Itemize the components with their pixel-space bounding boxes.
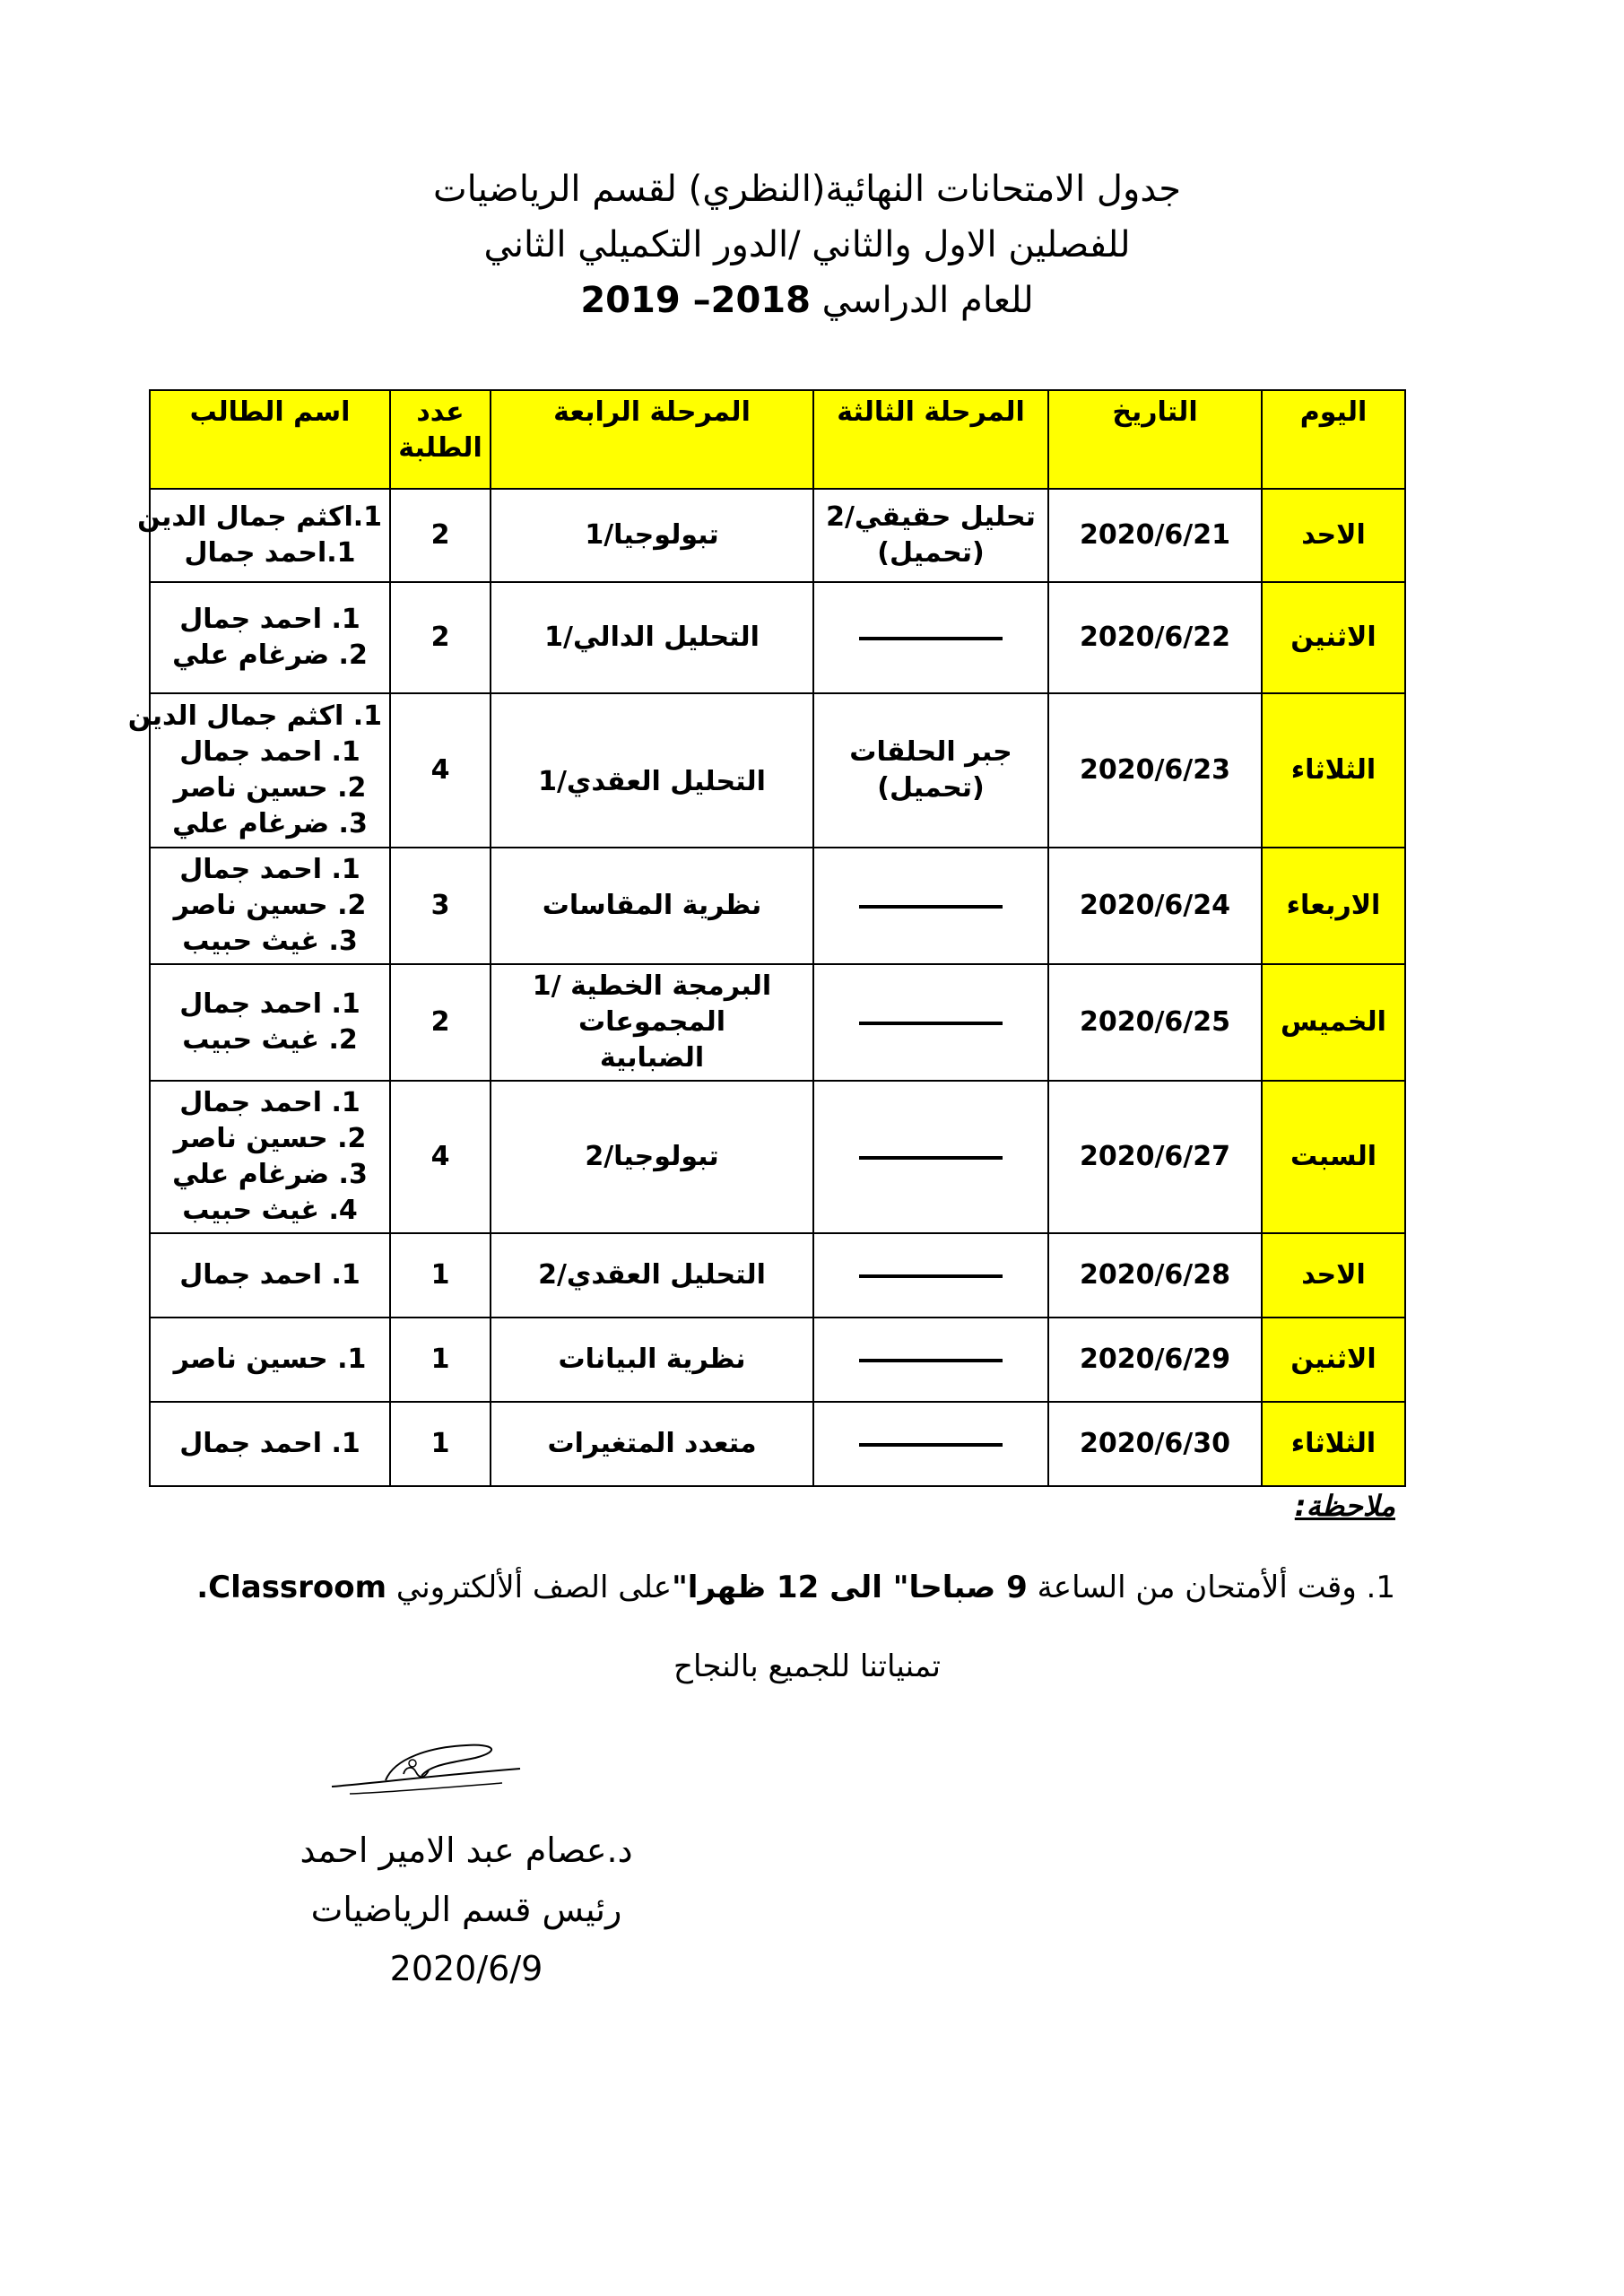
cell-stage4: التحليل الدالي/1	[491, 582, 813, 693]
header-count: عدد الطلبة	[390, 390, 491, 489]
signature-block	[179, 1821, 753, 1998]
header-day: اليوم	[1262, 390, 1405, 489]
cell-names	[150, 1402, 390, 1486]
table-row	[150, 1233, 1405, 1318]
signoff-date: 2020/6/9	[389, 1949, 543, 1988]
exam-schedule-table	[127, 389, 1406, 1487]
table-row	[150, 964, 1405, 1081]
dash-line	[859, 1359, 1003, 1362]
cell-names	[150, 964, 390, 1081]
cell-names	[150, 582, 390, 693]
cell-names	[137, 489, 390, 582]
header-names: اسم الطالب	[150, 390, 390, 489]
header-stage4: المرحلة الرابعة	[491, 390, 813, 489]
header-stage3: المرحلة الثالثة	[813, 390, 1048, 489]
note-mid: على الصف ألألكتروني	[395, 1570, 673, 1605]
title-year: 2018– 2019	[580, 280, 811, 321]
cell-stage4: التحليل العقدي/1	[491, 693, 813, 848]
cell-date: 2020/6/29	[1048, 1318, 1262, 1402]
title-line-1: جدول الامتحانات النهائية(النظري) لقسم الرياضيات	[432, 169, 1182, 210]
cell-stage3-empty	[813, 848, 1048, 964]
note-label: ملاحظة:	[1294, 1489, 1395, 1523]
cell-stage4: البرمجة الخطية /1 المجموعات الضبابية	[491, 964, 813, 1081]
cell-stage4: تبولوجيا/1	[491, 489, 813, 582]
document-title	[269, 161, 1345, 328]
cell-day: الاحد	[1262, 1233, 1405, 1318]
table-row	[150, 693, 1405, 848]
cell-day: الاثنين	[1262, 1318, 1405, 1402]
note-time: 9 صباحا" الى 12 ظهرا"	[672, 1570, 1028, 1605]
note-prefix: 1. وقت ألأمتحان من الساعة	[1037, 1570, 1395, 1605]
student-name: 1. اكثم جمال الدين	[127, 700, 382, 732]
cell-date: 2020/6/24	[1048, 848, 1262, 964]
table-row	[150, 1318, 1405, 1402]
dash-line	[859, 1443, 1003, 1447]
cell-count: 3	[390, 848, 491, 964]
student-name: 2. حسين ناصر	[173, 772, 367, 804]
cell-stage4: نظرية البيانات	[491, 1318, 813, 1402]
handwritten-signature	[323, 1731, 538, 1812]
cell-stage3-empty	[813, 964, 1048, 1081]
cell-stage3: جبر الحلقات (تحميل)	[813, 693, 1048, 848]
cell-count: 4	[390, 693, 491, 848]
cell-stage3-empty	[813, 1318, 1048, 1402]
student-name: 3. ضرغام علي	[172, 1159, 368, 1190]
table-row	[150, 489, 1405, 582]
cell-day: الثلاثاء	[1262, 693, 1405, 848]
student-name: 2. ضرغام علي	[172, 639, 368, 671]
cell-stage3: تحليل حقيقي/2 (تحميل)	[813, 489, 1048, 582]
cell-stage3-empty	[813, 1081, 1048, 1233]
dash-line	[859, 1156, 1003, 1160]
cell-day: السبت	[1262, 1081, 1405, 1233]
cell-stage4: التحليل العقدي/2	[491, 1233, 813, 1318]
title-year-prefix: للعام الدراسي	[821, 280, 1034, 321]
cell-day: الثلاثاء	[1262, 1402, 1405, 1486]
header-date: التاريخ	[1048, 390, 1262, 489]
dash-line	[859, 1274, 1003, 1278]
student-name: 1. احمد جمال	[179, 1259, 360, 1291]
cell-date: 2020/6/30	[1048, 1402, 1262, 1486]
student-name: 3. ضرغام علي	[172, 808, 368, 839]
cell-count: 1	[390, 1233, 491, 1318]
cell-count: 2	[390, 582, 491, 693]
cell-date: 2020/6/28	[1048, 1233, 1262, 1318]
cell-count: 1	[390, 1318, 491, 1402]
student-name: 2. حسين ناصر	[173, 890, 367, 921]
student-name: 2. حسين ناصر	[173, 1123, 367, 1154]
table-row	[150, 1081, 1405, 1233]
cell-stage3-empty	[813, 582, 1048, 693]
cell-names	[150, 848, 390, 964]
cell-names	[150, 1318, 390, 1402]
signer-name: د.عصام عبد الامير احمد	[300, 1831, 633, 1870]
student-name: 1.احمد جمال	[184, 537, 356, 569]
cell-day: الاحد	[1262, 489, 1405, 582]
cell-date: 2020/6/21	[1048, 489, 1262, 582]
cell-date: 2020/6/23	[1048, 693, 1262, 848]
table-row	[150, 1402, 1405, 1486]
table-row	[150, 582, 1405, 693]
cell-day: الاثنين	[1262, 582, 1405, 693]
cell-count: 2	[390, 489, 491, 582]
dash-line	[859, 905, 1003, 909]
cell-stage3-empty	[813, 1233, 1048, 1318]
cell-date: 2020/6/22	[1048, 582, 1262, 693]
student-name: 1. حسين ناصر	[173, 1344, 367, 1375]
cell-day: الاربعاء	[1262, 848, 1405, 964]
cell-date: 2020/6/27	[1048, 1081, 1262, 1233]
cell-names	[150, 1233, 390, 1318]
student-name: 4. غيث حبيب	[182, 1195, 358, 1226]
cell-day: الخميس	[1262, 964, 1405, 1081]
student-name: 1. احمد جمال	[179, 988, 360, 1020]
cell-count: 4	[390, 1081, 491, 1233]
cell-count: 2	[390, 964, 491, 1081]
dash-line	[859, 637, 1003, 640]
note-line	[196, 1570, 1395, 1605]
student-name: 1. احمد جمال	[179, 854, 360, 885]
student-name: 1. احمد جمال	[179, 736, 360, 768]
cell-stage4: نظرية المقاسات	[491, 848, 813, 964]
student-name: 2. غيث حبيب	[182, 1024, 358, 1056]
title-line-3	[269, 273, 1345, 328]
cell-stage3-empty	[813, 1402, 1048, 1486]
note-classroom: Classroom.	[196, 1570, 387, 1605]
cell-stage4: تبولوجيا/2	[491, 1081, 813, 1233]
dash-line	[859, 1022, 1003, 1025]
student-name: 1. احمد جمال	[179, 1087, 360, 1118]
cell-names	[150, 1081, 390, 1233]
signer-role: رئيس قسم الرياضيات	[310, 1890, 622, 1929]
student-name: 3. غيث حبيب	[182, 926, 358, 957]
student-name: 1. احمد جمال	[179, 1428, 360, 1459]
student-name: 1.اكثم جمال الدين	[137, 501, 382, 533]
table-header-row	[150, 390, 1405, 489]
cell-count: 1	[390, 1402, 491, 1486]
cell-stage4: متعدد المتغيرات	[491, 1402, 813, 1486]
table-row	[150, 848, 1405, 964]
title-line-2: للفصلين الاول والثاني /الدور التكميلي الثاني	[483, 224, 1131, 265]
cell-date: 2020/6/25	[1048, 964, 1262, 1081]
closing-wish: تمنياتنا للجميع بالنجاح	[673, 1648, 941, 1684]
cell-names	[127, 693, 390, 848]
student-name: 1. احمد جمال	[179, 604, 360, 635]
